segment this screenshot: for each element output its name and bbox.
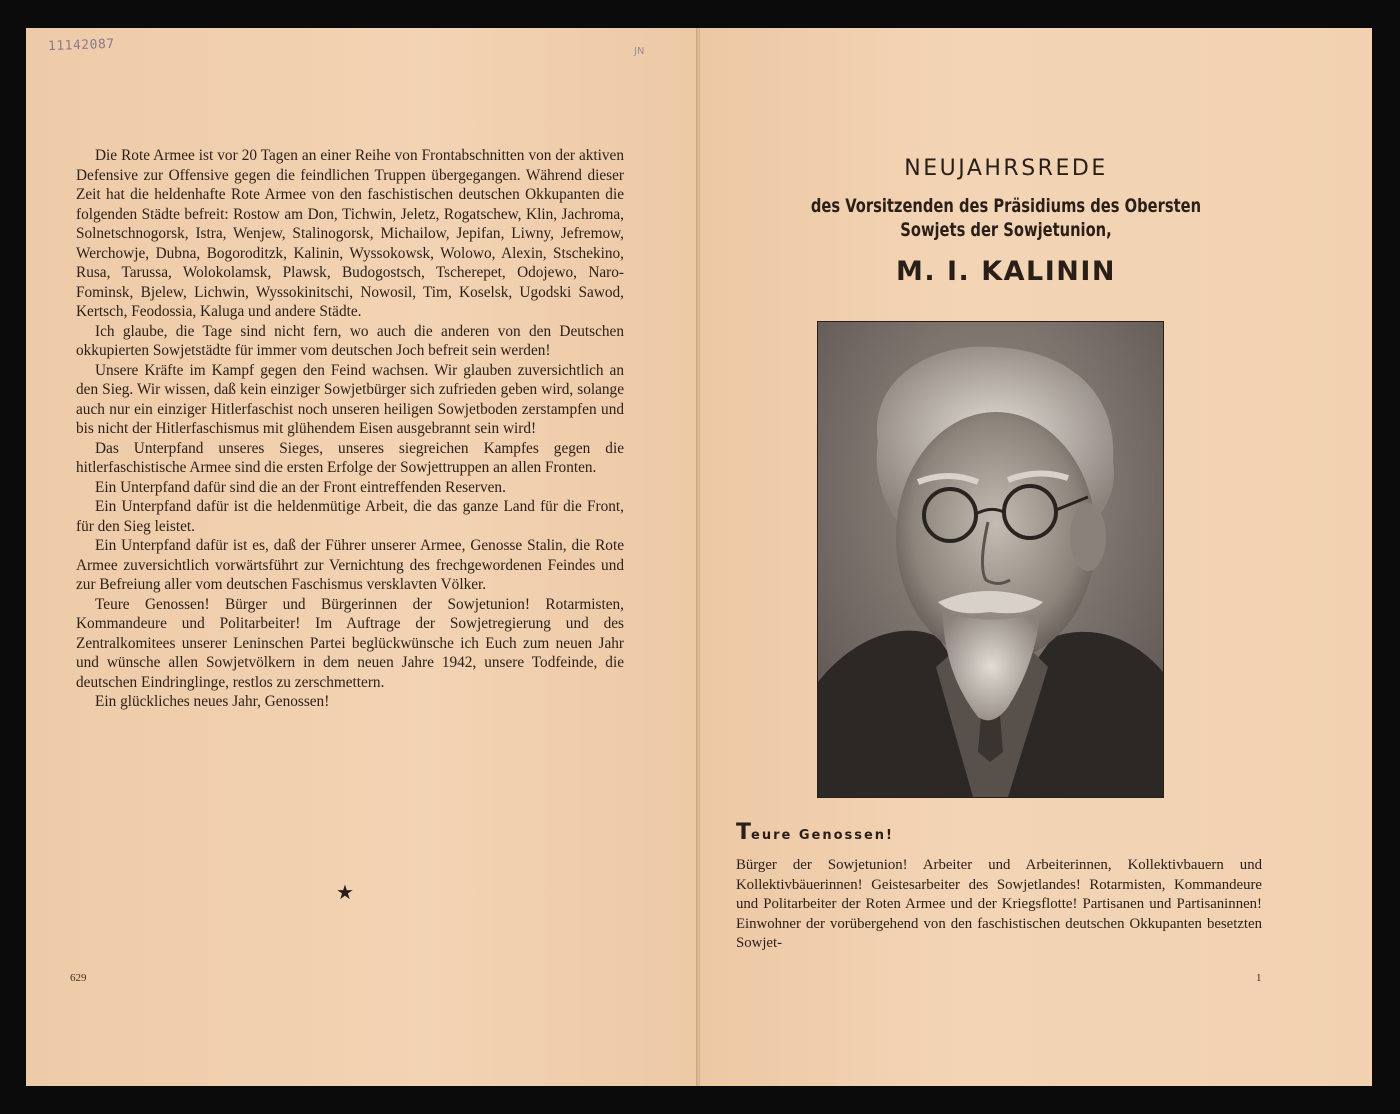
paragraph: Ein Unterpfand dafür ist es, daß der Führer unserer Armee, Genosse Stalin, die Rote Armee zuversichtlich vorwärtsführt zur Vernichtung des frechgewordenen Feindes und zur Befreiung aller vom deutschen Faschismus versklavten Völker. [76,537,624,593]
paragraph: Das Unterpfand unseres Sieges, unseres siegreichen Kampfes gegen die hitlerfaschistische Armee sind die ersten Erfolge der Sowjettruppen an allen Fronten. [76,439,624,476]
archive-initials: JN [634,46,645,57]
speech-title: NEUJAHRSREDE [904,156,1108,181]
left-page [26,28,698,1086]
subtitle-line-1: des Vorsitzenden des Präsidiums des Obersten [810,195,1202,217]
paragraph: Ein Unterpfand dafür ist die heldenmütige Arbeit, die das ganze Land für die Front, für den Sieg leistet. [76,498,624,535]
document-sheet [26,28,1372,1086]
archive-mark: 11142087 [47,36,115,55]
page-number-right: 1 [1256,972,1262,984]
paragraph: Ein glückliches neues Jahr, Genossen! [95,693,330,710]
paragraph: Bürger der Sowjetunion! Arbeiter und Arbeiterinnen, Kollektivbauern und Kollektivbäuerinnen! Geistesarbeiter des Sowjetlandes! Rotarmisten, Kommandeure und Politarbeiter der Roten Armee und der Kriegsflotte! Partisanen und Partisaninnen! Einwohner der vorübergehend von den faschistischen deutschen Okkupanten besetzten Sowjet- [736,857,1262,952]
right-page [700,28,1372,1086]
greeting-text: eure Genossen! [751,828,894,843]
page-number-left: 629 [70,972,87,984]
subtitle-line-2: Sowjets der Sowjetunion, [900,219,1112,241]
paragraph: Teure Genossen! Bürger und Bürgerinnen der Sowjetunion! Rotarmisten, Kommandeure und Politarbeiter! Im Auftrage der Sowjetregierung und des Zentralkomitees unserer Leninschen Partei beglückwünsche ich Euch zum neuen Jahr und wünsche allen Sowjetvölkern in dem neuen Jahre 1942, unsere Todfeinde, die deutschen Eindringlinge, restlos zu zerschmettern. [76,595,624,691]
paragraph: Die Rote Armee ist vor 20 Tagen an einer Reihe von Frontabschnitten von der aktiven Defensive zur Offensive gegen die feindlichen Truppen übergegangen. Während dieser Zeit hat die heldenhafte Rote Armee von den faschistischen deutschen Okkupanten die folgenden Städte befreit: Rostow am Don, Tichwin, Jeletz, Rogatschew, Klin, Jachroma, Solnetschnogorsk, Istra, Wenjew, Stalinogorsk, Michailow, Jepifan, Liwny, Jefremow, Werchowje, Dubna, Bogoroditzk, Kalinin, Wyssokowsk, Wolowo, Alexin, Stschekino, Rusa, Tarussa, Wolokolamsk, Plawsk, Budogostsch, Tscherepet, Odojewo, Naro-Fominsk, Bjelew, Lichwin, Wyssokinitschi, Nowosil, Tim, Koselsk, Ugodski Sawod, Kertsch, Feodossia, Kaluga und andere Städte. [76,147,624,320]
right-body-text [736,856,1262,954]
speaker-name: M. I. KALININ [895,256,1117,287]
star-icon: ★ [336,880,354,904]
paragraph: Unsere Kräfte im Kampf gegen den Feind wachsen. Wir glauben zuversichtlich an den Sieg. Wir wissen, daß kein einziger Sowjetbürger sich zufrieden geben wird, solange auch nur ein einziger Hitlerfaschist noch unseren heiligen Sowjetboden zerstampfen und bis nicht der Hitlerfaschismus mit glühendem Eisen ausgebrannt sein wird! [76,361,624,437]
greeting-initial: T [736,820,752,845]
paragraph: Ein Unterpfand dafür sind die an der Front eintreffenden Reserven. [95,478,506,496]
left-body-text [76,146,624,712]
paragraph: Ich glaube, die Tage sind nicht fern, wo auch die anderen von den Deutschen okkupierten Sowjetstädte für immer vom deutschen Joch befreit sein werden! [76,322,624,359]
portrait-photo [817,321,1164,798]
greeting-heading [736,820,894,845]
portrait-illustration [818,322,1163,797]
